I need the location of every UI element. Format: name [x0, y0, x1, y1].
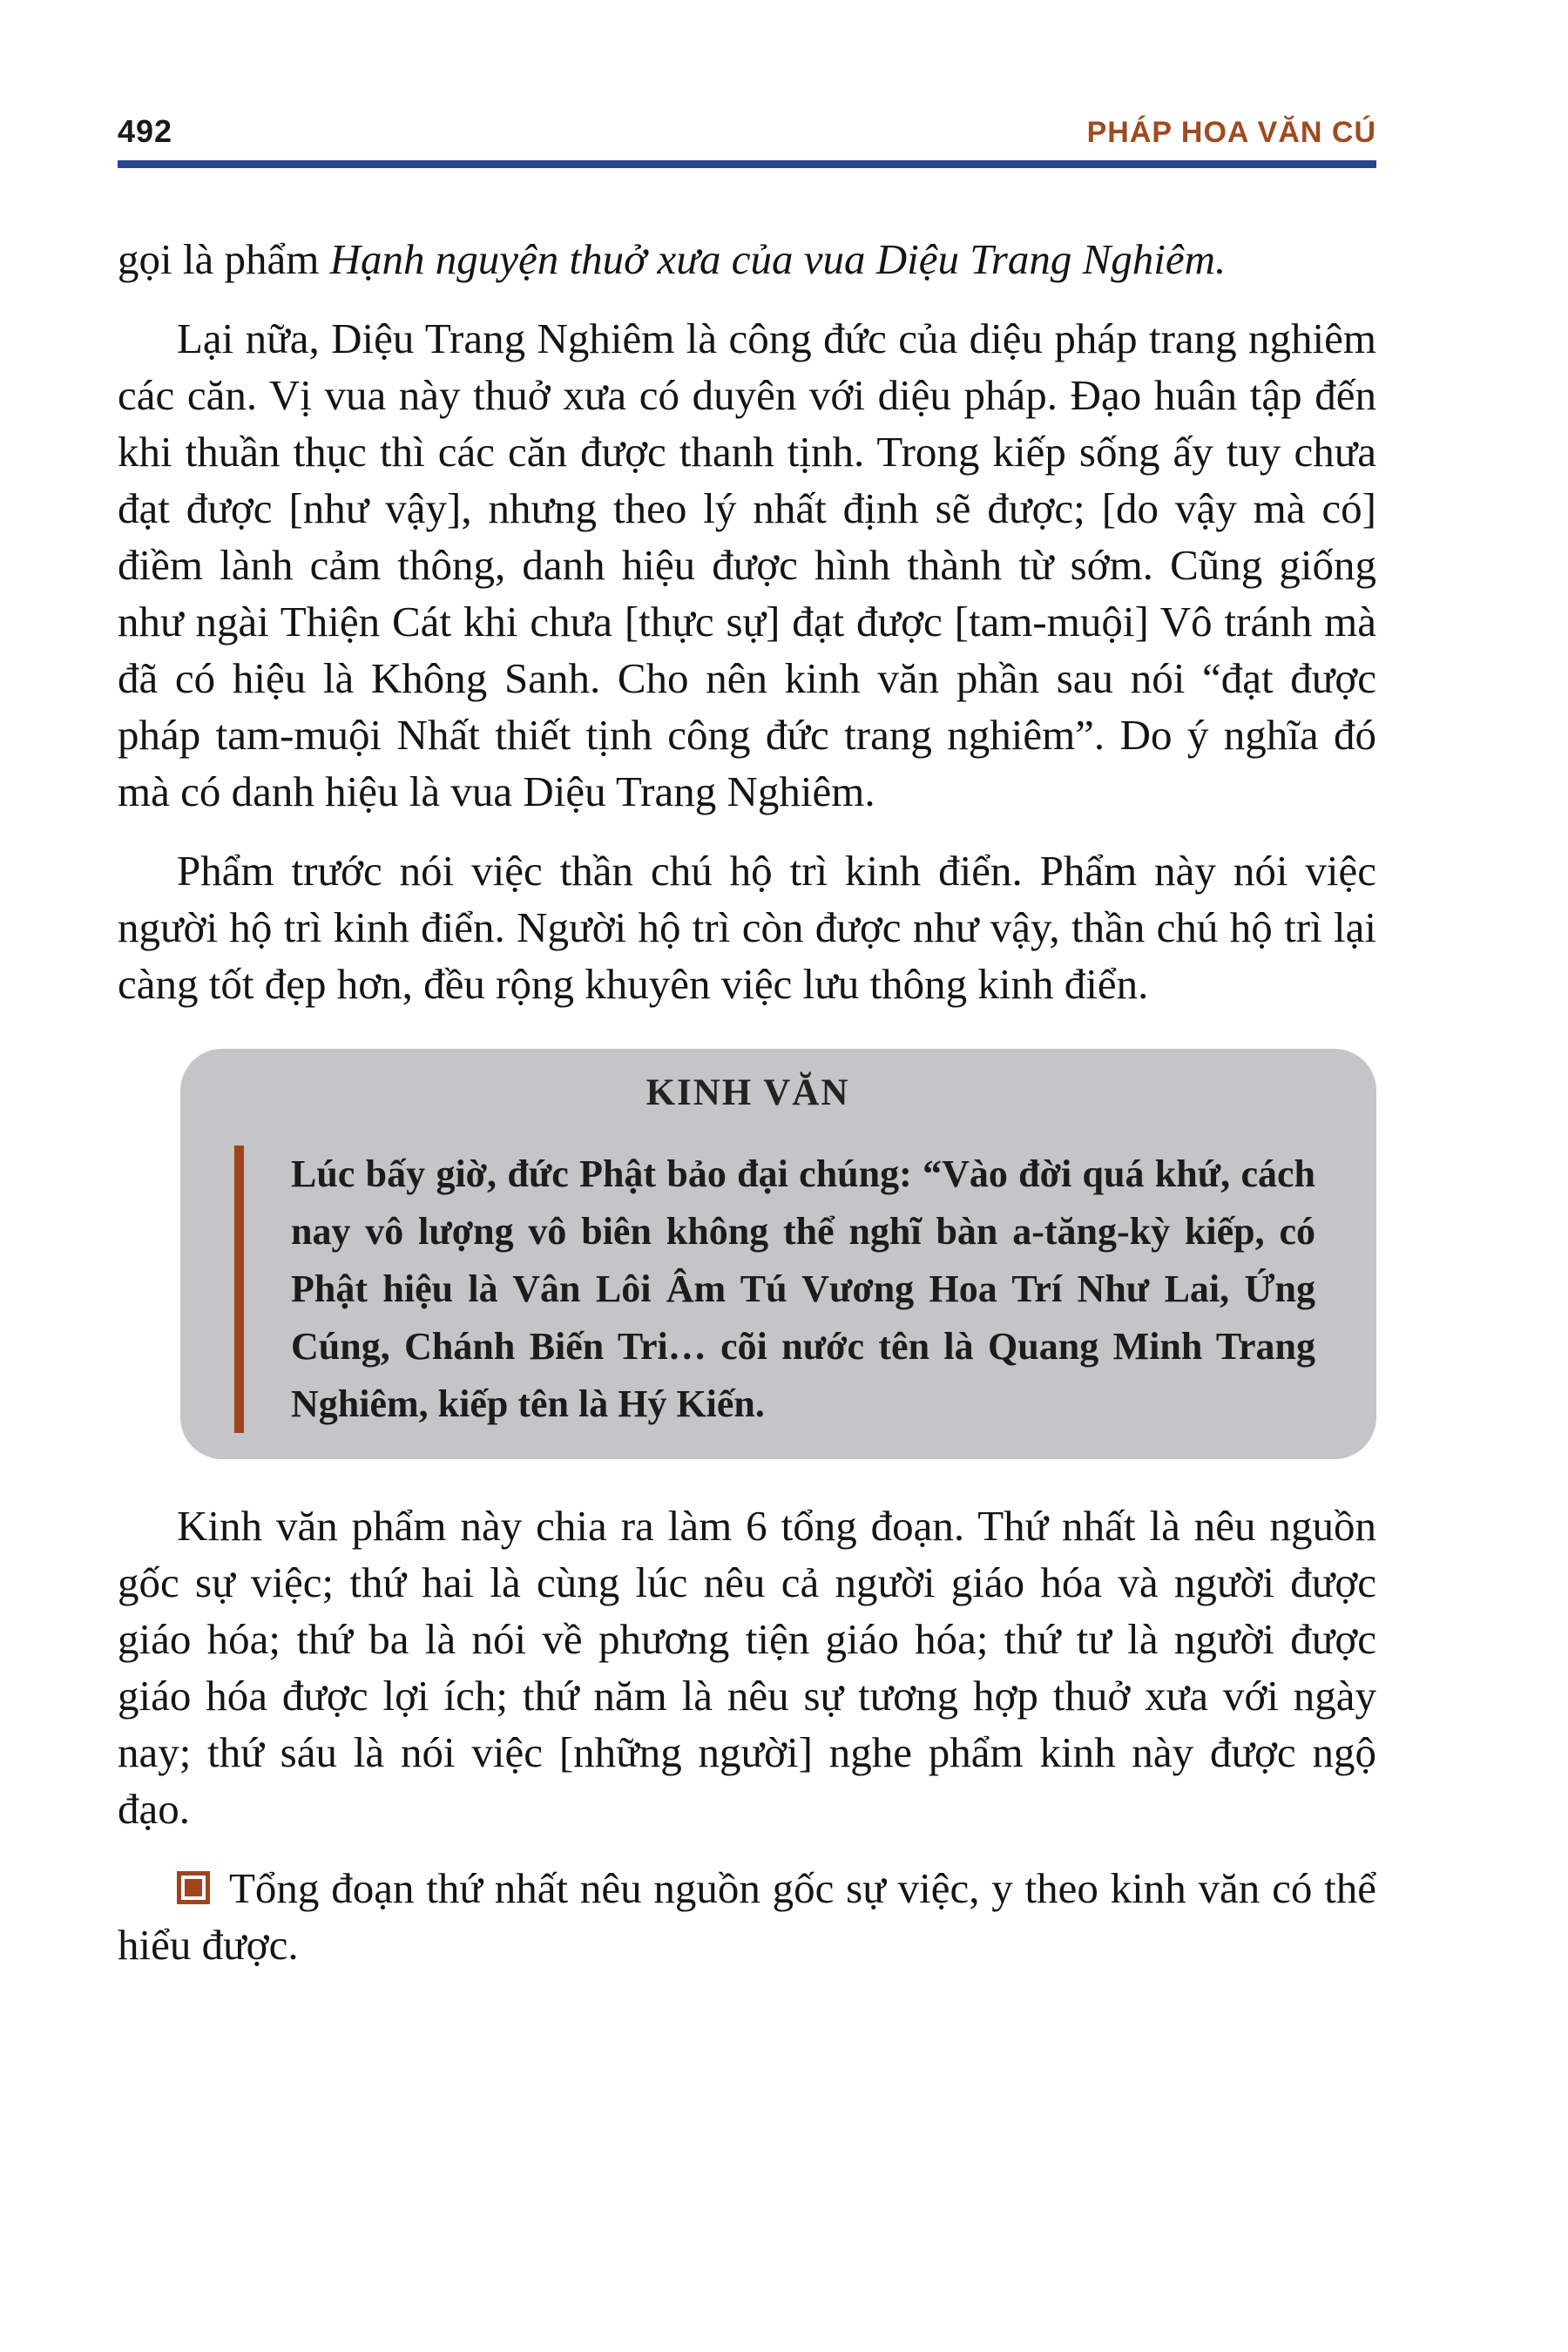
quote-accent-bar [234, 1146, 244, 1433]
square-bullet-inner [185, 1879, 202, 1896]
paragraph: Phẩm trước nói việc thần chú hộ trì kinh điển. Phẩm này nói việc người hộ trì kinh điển. Người hộ trì còn được như vậy, thần chú hộ trì lại càng tốt đẹp hơn, đều rộng khuyên việc lưu thông kinh điển. [118, 847, 1376, 1008]
page-header [118, 113, 1376, 150]
header-rule-divider [118, 160, 1376, 168]
paragraph-continuation [118, 231, 1376, 287]
page-body [118, 231, 1376, 1973]
paragraph: Kinh văn phẩm này chia ra làm 6 tổng đoạn. Thứ nhất là nêu nguồn gốc sự việc; thứ hai là cùng lúc nêu cả người giáo hóa và người được giáo hóa; thứ ba là nói về phương tiện giáo hóa; thứ tư là người được giáo hóa được lợi ích; thứ năm là nêu sự tương hợp thuở xưa với ngày nay; thứ sáu là nói việc [những người] nghe phẩm kinh này được ngộ đạo. [118, 1502, 1376, 1833]
square-bullet-icon [177, 1871, 210, 1904]
paragraph-text: gọi là phẩm [118, 235, 330, 283]
chapter-title-italic: Hạnh nguyện thuở xưa của vua Diệu Trang Nghiêm. [329, 235, 1227, 283]
running-header-title: PHÁP HOA VĂN CÚ [1086, 116, 1376, 149]
kinh-van-heading: KINH VĂN [645, 1072, 850, 1113]
paragraph-text: Tổng đoạn thứ nhất nêu nguồn gốc sự việc, y theo kinh văn có thể hiểu được. [118, 1864, 1376, 1969]
paragraph-with-bullet [118, 1860, 1376, 1973]
sutra-quote-text: Lúc bấy giờ, đức Phật bảo đại chúng: “Vào đời quá khứ, cách nay vô lượng vô biên không thể nghĩ bàn a-tăng-kỳ kiếp, có Phật hiệu là Vân Lôi Âm Tú Vương Hoa Trí Như Lai, Ứng Cúng, Chánh Biến Tri… cõi nước tên là Quang Minh Trang Nghiêm, kiếp tên là Hý Kiến. [291, 1152, 1315, 1425]
bullet-wrap [177, 1860, 229, 1916]
page-number: 492 [118, 113, 173, 149]
paragraph: Lại nữa, Diệu Trang Nghiêm là công đức của diệu pháp trang nghiêm các căn. Vị vua này thuở xưa có duyên với diệu pháp. Đạo huân tập đến khi thuần thục thì các căn được thanh tịnh. Trong kiếp sống ấy tuy chưa đạt được [như vậy], nhưng theo lý nhất định sẽ được; [do vậy mà có] điềm lành cảm thông, danh hiệu được hình thành từ sớm. Cũng giống như ngài Thiện Cát khi chưa [thực sự] đạt được [tam-muội] Vô tránh mà đã có hiệu là Không Sanh. Cho nên kinh văn phần sau nói “đạt được pháp tam-muội Nhất thiết tịnh công đức trang nghiêm”. Do ý nghĩa đó mà có danh hiệu là vua Diệu Trang Nghiêm. [118, 314, 1376, 815]
kinh-van-box [180, 1049, 1376, 1459]
sutra-quote-row [180, 1146, 1315, 1433]
